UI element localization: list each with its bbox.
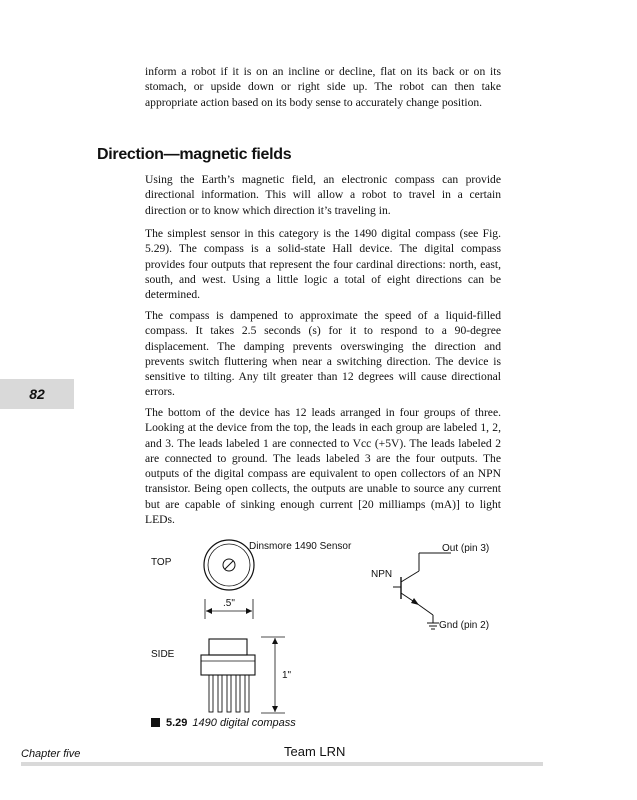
sensor-screw-slot [225, 561, 233, 569]
emitter-wire [419, 605, 433, 615]
top-view-label: TOP [151, 557, 172, 568]
gnd-pin-label: Gnd (pin 2) [439, 620, 490, 631]
height-arrow-top [272, 638, 278, 644]
caption-number: 5.29 [166, 717, 188, 729]
page-number-tab [0, 379, 74, 409]
figure-compass-diagram [135, 535, 515, 730]
sensor-leads [209, 675, 249, 712]
side-view-label: SIDE [151, 649, 175, 660]
sensor-side-cap [209, 639, 247, 655]
width-label: .5" [223, 598, 235, 609]
height-arrow-bottom [272, 706, 278, 712]
height-label: 1" [282, 670, 292, 681]
section-heading: Direction—magnetic fields [97, 146, 292, 163]
caption-text: 1490 digital compass [192, 717, 296, 729]
sensor-side-body [201, 655, 255, 675]
team-label: Team LRN [284, 744, 346, 759]
paragraph-1490-compass: The simplest sensor in this category is the 1490 digital compass (see Fig. 5.29). The compass is a solid-state Hall device. The digital compass provides four outputs that represent the four cardinal directions: north, east, south, and west. Using a little logic a total of eight directions can be determined. [145, 227, 501, 302]
caption-square-icon [151, 718, 160, 727]
npn-label: NPN [371, 569, 393, 580]
ground-symbol-icon [427, 623, 439, 629]
width-arrow-right [246, 608, 252, 614]
sensor-name-label: Dinsmore 1490 Sensor [249, 541, 352, 552]
out-pin-label: Out (pin 3) [442, 543, 490, 554]
emitter-arrow-icon [411, 598, 419, 605]
paragraph-earth-field: Using the Earth’s magnetic field, an electronic compass can provide directional information. This will allow a robot to travel in a certain direction or to know which direction it’s traveling in. [145, 173, 501, 217]
paragraph-leads: The bottom of the device has 12 leads arranged in four groups of three. Looking at the device from the top, the leads in each group are labeled 1, 2, and 3. The leads labeled 1 are connected to Vcc (+5V). The leads labeled 2 are connected to ground. The leads labeled 3 are the four outputs. The outputs of the digital compass are equivalent to open collectors of an NPN transistor. Being open collects, the outputs are unable to source any current but are capable of sinking enough current [20 milliamps (mA)] to light LEDs. [145, 406, 501, 527]
footer-rule [21, 762, 543, 766]
page-number: 82 [29, 386, 45, 402]
paragraph-intro: inform a robot if it is on an incline or decline, flat on its back or on its stomach, or upside down or right side up. The robot can then take appropriate action based on its body sense to accurately change position. [145, 65, 501, 109]
chapter-label: Chapter five [21, 748, 81, 760]
paragraph-damping: The compass is dampened to approximate the speed of a liquid-filled compass. It takes 2.5 seconds (s) for it to respond to a 90-degree displacement. The damping prevents overswinging the direction and prevents switch fluttering when near a switching direction. The device is sensitive to tilting. Any tilt greater than 12 degrees will cause directional errors. [145, 309, 501, 399]
width-arrow-left [206, 608, 212, 614]
transistor-collector [401, 571, 419, 582]
figure-caption [151, 717, 296, 729]
